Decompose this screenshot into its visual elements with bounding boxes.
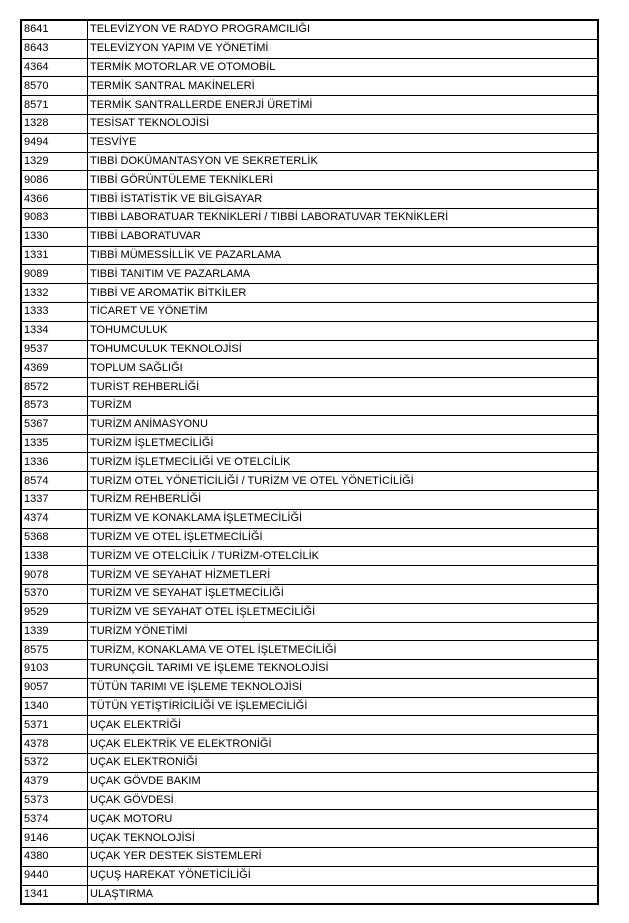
program-code-cell: 1333 (21, 302, 88, 321)
table-row (21, 509, 598, 528)
table-row (21, 227, 598, 246)
table-row (21, 246, 598, 265)
table-row (21, 810, 598, 829)
program-name-cell: UÇAK MOTORU (88, 810, 599, 829)
table-row (21, 208, 598, 227)
table-row (21, 152, 598, 171)
program-code-cell: 8643 (21, 39, 88, 58)
program-name-cell: TURİZM ANİMASYONU (88, 415, 599, 434)
program-name-cell: TERMİK SANTRAL MAKİNELERİ (88, 77, 599, 96)
program-code-cell: 9494 (21, 133, 88, 152)
table-row (21, 791, 598, 810)
program-code-cell: 9440 (21, 866, 88, 885)
program-code-cell: 1335 (21, 434, 88, 453)
program-code-cell: 8575 (21, 641, 88, 660)
program-name-cell: UÇAK YER DESTEK SİSTEMLERİ (88, 848, 599, 867)
program-name-cell: TIBBİ GÖRÜNTÜLEME TEKNİKLERİ (88, 171, 599, 190)
table-row (21, 885, 598, 904)
table-row (21, 566, 598, 585)
table-row (21, 678, 598, 697)
table-row (21, 171, 598, 190)
program-code-cell: 4378 (21, 735, 88, 754)
program-code-cell: 1334 (21, 321, 88, 340)
program-name-cell: TURİZM VE KONAKLAMA İŞLETMECİLİĞİ (88, 509, 599, 528)
program-name-cell: TESVİYE (88, 133, 599, 152)
program-name-cell: TÜTÜN TARIMI VE İŞLEME TEKNOLOJİSİ (88, 678, 599, 697)
program-code-cell: 9529 (21, 603, 88, 622)
table-row (21, 848, 598, 867)
table-row (21, 114, 598, 133)
program-code-cell: 9078 (21, 566, 88, 585)
program-code-cell: 9089 (21, 265, 88, 284)
table-row (21, 359, 598, 378)
program-name-cell: TIBBİ VE AROMATİK BİTKİLER (88, 284, 599, 303)
program-code-cell: 4364 (21, 58, 88, 77)
table-row (21, 284, 598, 303)
program-name-cell: ULAŞTIRMA (88, 885, 599, 904)
program-code-cell: 1338 (21, 547, 88, 566)
program-code-cell: 5373 (21, 791, 88, 810)
program-code-cell: 1337 (21, 490, 88, 509)
table-row (21, 603, 598, 622)
program-code-cell: 4374 (21, 509, 88, 528)
program-name-cell: TURİZM REHBERLİĞİ (88, 490, 599, 509)
table-body (21, 20, 598, 904)
program-code-cell: 8574 (21, 472, 88, 491)
program-code-cell: 1328 (21, 114, 88, 133)
program-name-cell: TIBBİ İSTATİSTİK VE BİLGİSAYAR (88, 190, 599, 209)
table-row (21, 340, 598, 359)
program-code-cell: 1340 (21, 697, 88, 716)
program-name-cell: TOPLUM SAĞLIĞI (88, 359, 599, 378)
program-name-cell: TURİZM, KONAKLAMA VE OTEL İŞLETMECİLİĞİ (88, 641, 599, 660)
program-name-cell: TIBBİ DOKÜMANTASYON VE SEKRETERLİK (88, 152, 599, 171)
program-name-cell: TURİZM VE OTELCİLİK / TURİZM-OTELCİLİK (88, 547, 599, 566)
table-row (21, 190, 598, 209)
program-name-cell: TOHUMCULUK (88, 321, 599, 340)
table-row (21, 302, 598, 321)
program-name-cell: TIBBİ LABORATUAR TEKNİKLERİ / TIBBİ LABORATUVAR TEKNİKLERİ (88, 208, 599, 227)
program-name-cell: TIBBİ TANITIM VE PAZARLAMA (88, 265, 599, 284)
table-row (21, 58, 598, 77)
program-name-cell: UÇAK ELEKTRONİĞİ (88, 754, 599, 773)
table-row (21, 641, 598, 660)
table-row (21, 453, 598, 472)
program-code-cell: 4379 (21, 772, 88, 791)
program-name-cell: UÇAK GÖVDE BAKIM (88, 772, 599, 791)
program-code-cell: 1330 (21, 227, 88, 246)
program-name-cell: TURİZM VE SEYAHAT HİZMETLERİ (88, 566, 599, 585)
table-row (21, 77, 598, 96)
table-row (21, 133, 598, 152)
table-row (21, 20, 598, 39)
program-name-cell: TERMİK SANTRALLERDE ENERJİ ÜRETİMİ (88, 96, 599, 115)
program-code-cell: 4380 (21, 848, 88, 867)
program-code-cell: 9083 (21, 208, 88, 227)
table-row (21, 735, 598, 754)
table-row (21, 378, 598, 397)
table-row (21, 622, 598, 641)
program-code-table (20, 19, 599, 905)
program-name-cell: TESİSAT TEKNOLOJİSİ (88, 114, 599, 133)
program-code-cell: 4369 (21, 359, 88, 378)
table-row (21, 866, 598, 885)
program-code-cell: 8570 (21, 77, 88, 96)
table-row (21, 528, 598, 547)
table-row (21, 265, 598, 284)
program-name-cell: TİCARET VE YÖNETİM (88, 302, 599, 321)
program-name-cell: UÇUŞ HAREKAT YÖNETİCİLİĞİ (88, 866, 599, 885)
program-name-cell: TURUNÇGİL TARIMI VE İŞLEME TEKNOLOJİSİ (88, 660, 599, 679)
program-code-cell: 5374 (21, 810, 88, 829)
table-row (21, 772, 598, 791)
program-name-cell: TURİZM (88, 396, 599, 415)
program-code-cell: 8571 (21, 96, 88, 115)
program-code-cell: 5367 (21, 415, 88, 434)
program-name-cell: TURİZM OTEL YÖNETİCİLİĞİ / TURİZM VE OTEL YÖNETİCİLİĞİ (88, 472, 599, 491)
table-row (21, 829, 598, 848)
program-name-cell: TURİZM İŞLETMECİLİĞİ (88, 434, 599, 453)
table-row (21, 490, 598, 509)
program-name-cell: TURİZM İŞLETMECİLİĞİ VE OTELCİLİK (88, 453, 599, 472)
table-row (21, 39, 598, 58)
program-code-cell: 9537 (21, 340, 88, 359)
program-name-cell: UÇAK GÖVDESİ (88, 791, 599, 810)
program-code-cell: 1341 (21, 885, 88, 904)
program-code-cell: 9103 (21, 660, 88, 679)
program-code-cell: 1336 (21, 453, 88, 472)
table-row (21, 697, 598, 716)
table-row (21, 716, 598, 735)
program-code-cell: 8573 (21, 396, 88, 415)
table-row (21, 96, 598, 115)
table-row (21, 472, 598, 491)
program-code-cell: 1331 (21, 246, 88, 265)
program-name-cell: TURİZM VE SEYAHAT İŞLETMECİLİĞİ (88, 584, 599, 603)
program-code-cell: 4366 (21, 190, 88, 209)
program-code-cell: 8641 (21, 20, 88, 39)
program-code-cell: 1339 (21, 622, 88, 641)
program-code-cell: 5371 (21, 716, 88, 735)
program-name-cell: TOHUMCULUK TEKNOLOJİSİ (88, 340, 599, 359)
program-code-cell: 9146 (21, 829, 88, 848)
table-row (21, 434, 598, 453)
table-row (21, 660, 598, 679)
program-name-cell: TURİZM YÖNETİMİ (88, 622, 599, 641)
program-name-cell: TELEVİZYON YAPIM VE YÖNETİMİ (88, 39, 599, 58)
program-code-cell: 9086 (21, 171, 88, 190)
program-code-cell: 1332 (21, 284, 88, 303)
program-name-cell: TIBBİ MÜMESSİLLİK VE PAZARLAMA (88, 246, 599, 265)
program-code-cell: 5370 (21, 584, 88, 603)
table-row (21, 754, 598, 773)
program-name-cell: TIBBİ LABORATUVAR (88, 227, 599, 246)
program-name-cell: TELEVİZYON VE RADYO PROGRAMCILIĞI (88, 20, 599, 39)
program-name-cell: TURİZM VE SEYAHAT OTEL İŞLETMECİLİĞİ (88, 603, 599, 622)
program-name-cell: UÇAK ELEKTRİK VE ELEKTRONİĞİ (88, 735, 599, 754)
table-row (21, 396, 598, 415)
program-code-cell: 5372 (21, 754, 88, 773)
program-code-cell: 8572 (21, 378, 88, 397)
program-name-cell: UÇAK ELEKTRİĞİ (88, 716, 599, 735)
program-code-cell: 9057 (21, 678, 88, 697)
program-name-cell: TURİST REHBERLİĞİ (88, 378, 599, 397)
program-name-cell: UÇAK TEKNOLOJİSİ (88, 829, 599, 848)
table-row (21, 415, 598, 434)
program-name-cell: TÜTÜN YETİŞTİRİCİLİĞİ VE İŞLEMECİLİĞİ (88, 697, 599, 716)
program-name-cell: TURİZM VE OTEL İŞLETMECİLİĞİ (88, 528, 599, 547)
table-row (21, 321, 598, 340)
table-row (21, 547, 598, 566)
program-name-cell: TERMİK MOTORLAR VE OTOMOBİL (88, 58, 599, 77)
table-row (21, 584, 598, 603)
program-code-cell: 5368 (21, 528, 88, 547)
program-code-cell: 1329 (21, 152, 88, 171)
